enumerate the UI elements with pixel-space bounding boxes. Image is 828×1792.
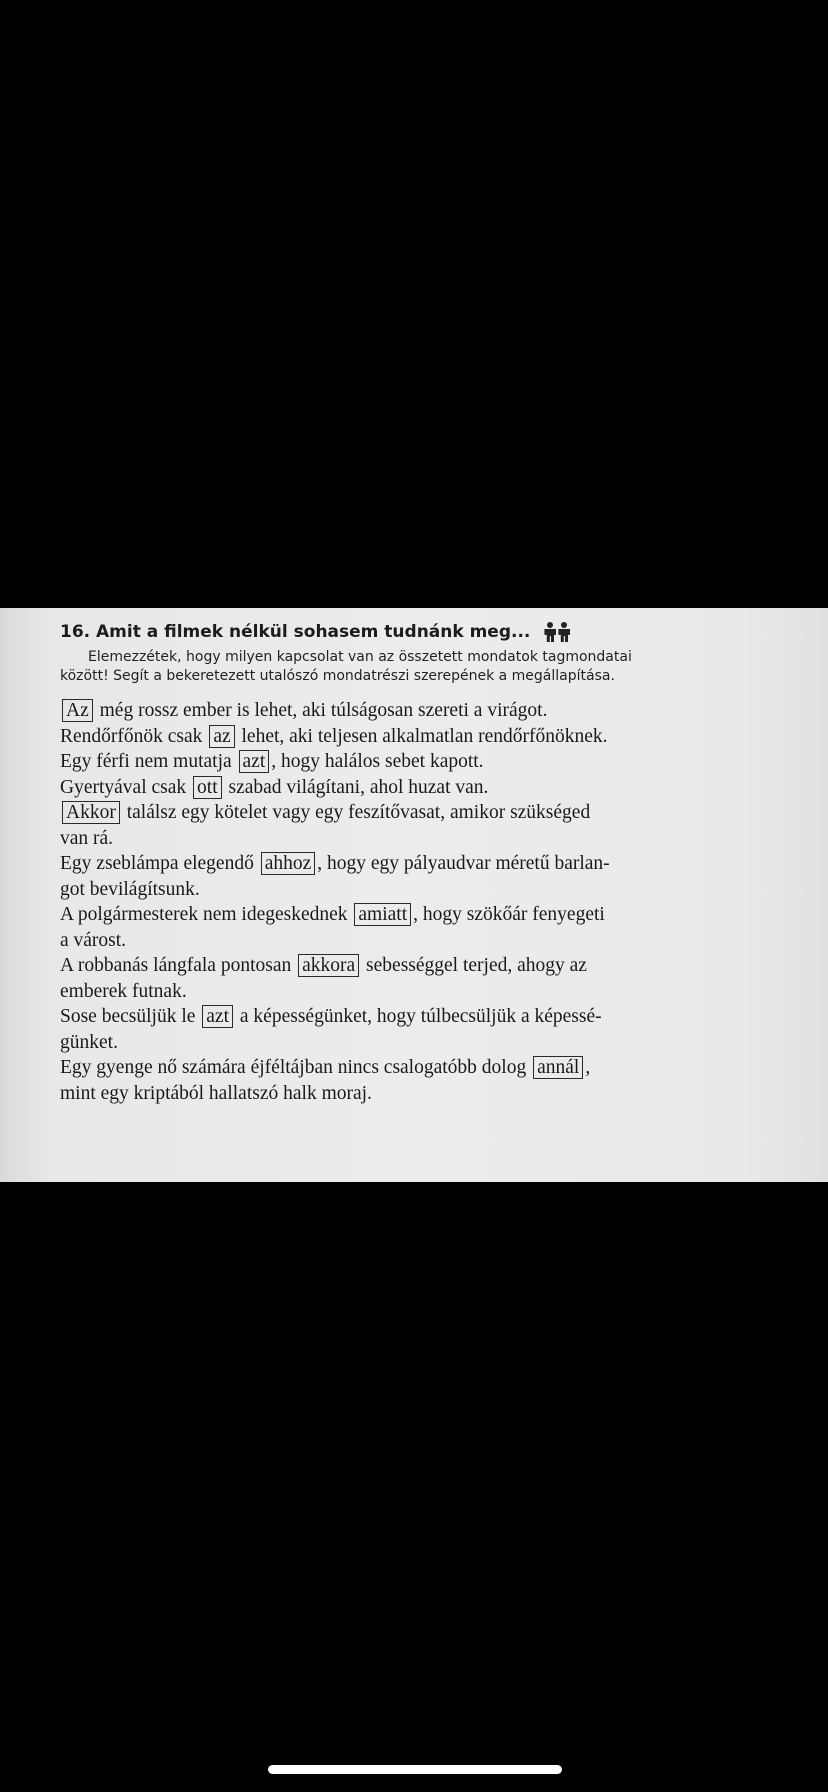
sentence-text: lehet, aki teljesen alkalmatlan rendőrfőnöknek. [236, 725, 608, 747]
home-indicator[interactable] [268, 1765, 562, 1774]
instructions-line-1: Elemezzétek, hogy milyen kapcsolat van az összetett mondatok tagmondatai [88, 649, 632, 665]
person-icon [544, 622, 556, 642]
boxed-pointer-word: azt [202, 1005, 233, 1028]
sentence-text: még rossz ember is lehet, aki túlságosan szereti a virágot. [94, 700, 548, 721]
sentence-text: , hogy szökőár fenyegeti [413, 904, 605, 925]
sentence-continuation: günket. [60, 1031, 118, 1053]
boxed-pointer-word: Az [62, 699, 93, 722]
exercise-title: Amit a filmek nélkül sohasem tudnánk meg... [96, 622, 531, 642]
sentence-text: A robbanás lángfala pontosan [60, 955, 297, 976]
exercise-number: 16. [60, 622, 91, 642]
sentence-text: sebességgel terjed, ahogy az [361, 955, 587, 976]
boxed-pointer-word: amiatt [354, 903, 411, 926]
sentence-item [60, 749, 730, 775]
sentence-text: , hogy egy pályaudvar méretű barlan- [317, 853, 610, 874]
person-icon [558, 622, 570, 642]
sentence-continuation: emberek futnak. [60, 980, 187, 1002]
sentence-text: Egy férfi nem mutatja [60, 751, 237, 772]
pair-work-icon [544, 622, 570, 642]
sentence-item [60, 953, 730, 1004]
exercise-header [60, 616, 760, 648]
instructions-line-2: között! Segít a bekeretezett utalószó mondatrészi szerepének a megállapítása. [60, 668, 615, 684]
sentence-item [60, 1055, 730, 1106]
sentence-text: , hogy halálos sebet kapott. [271, 751, 484, 772]
sentence-text: a képességünket, hogy túlbecsüljük a képessé- [235, 1006, 602, 1027]
sentence-continuation: mint egy kriptából hallatszó halk moraj. [60, 1082, 372, 1104]
boxed-pointer-word: az [209, 725, 234, 748]
exercise-page [60, 616, 760, 1106]
sentence-text: találsz egy kötelet vagy egy feszítővasat, amikor szükséged [121, 802, 591, 823]
sentence-continuation: van rá. [60, 827, 114, 849]
sentence-text: , [585, 1057, 591, 1078]
sentence-item [60, 851, 730, 902]
sentence-item [60, 902, 730, 953]
boxed-pointer-word: azt [239, 750, 270, 773]
sentence-text: Egy gyenge nő számára éjféltájban nincs csalogatóbb dolog [60, 1057, 532, 1078]
sentence-item [60, 698, 730, 724]
sentence-item [60, 724, 730, 750]
sentence-text: Rendőrfőnök csak [60, 725, 208, 747]
sentence-text: Gyertyával csak [60, 776, 192, 798]
sentence-item [60, 775, 730, 801]
sentence-text: szabad világítani, ahol huzat van. [223, 776, 489, 798]
sentence-list [60, 698, 760, 1106]
sentence-continuation: got bevilágítsunk. [60, 878, 200, 900]
exercise-instructions [60, 648, 760, 686]
sentence-item [60, 1004, 730, 1055]
sentence-continuation: a várost. [60, 929, 127, 951]
boxed-pointer-word: akkora [298, 954, 359, 977]
sentence-item [60, 800, 730, 851]
sentence-text: A polgármesterek nem idegeskednek [60, 904, 353, 925]
sentence-text: Egy zseblámpa elegendő [60, 853, 259, 874]
boxed-pointer-word: ahhoz [261, 852, 316, 875]
book-page-photo [0, 608, 828, 1182]
boxed-pointer-word: Akkor [62, 801, 120, 824]
boxed-pointer-word: annál [533, 1056, 583, 1079]
boxed-pointer-word: ott [193, 776, 222, 799]
sentence-text: Sose becsüljük le [60, 1006, 201, 1027]
